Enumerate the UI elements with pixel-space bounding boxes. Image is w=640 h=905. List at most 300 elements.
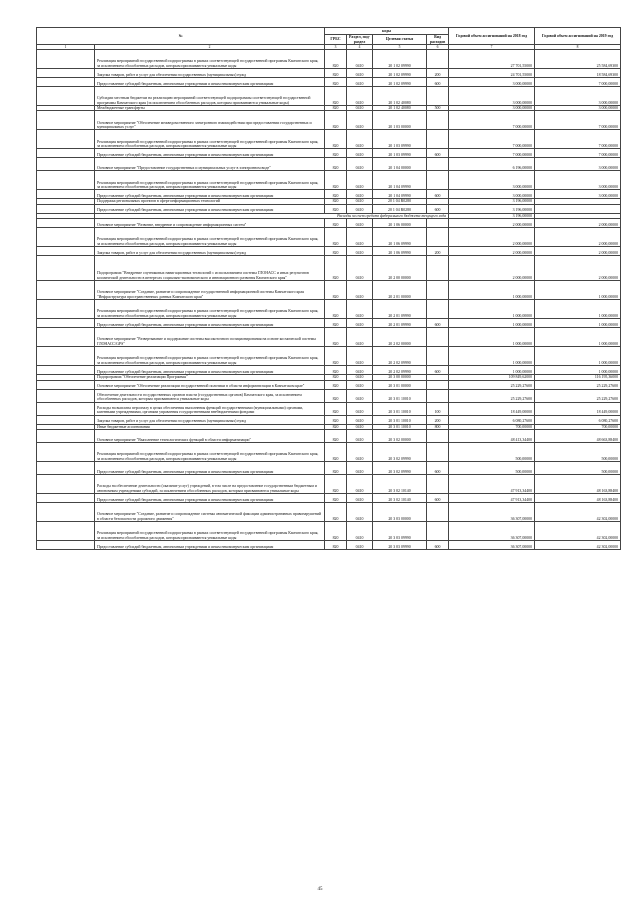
target-article: 20 1 06 09990 [373,228,427,247]
amount-2018: 3 196,00000 [449,204,535,213]
amount-2019: 3 000,00000 [535,171,621,190]
target-article: 20 1 06 00000 [373,219,427,228]
amount-2018: 3 196,00000 [449,213,535,218]
amount-2018: 2 000,00000 [449,228,535,247]
amount-2018: 7 000,00000 [449,149,535,158]
section-code: 0410 [347,87,373,106]
row-name: Закупка товаров, работ и услуг для обеспечения государственных (муниципальных) нужд [95,415,325,424]
amount-2019: 2 000,00000 [535,228,621,247]
grbs-code: 820 [325,415,347,424]
amount-2019: 3 000,00000 [535,158,621,171]
amount-2019: 500,00000 [535,462,621,475]
column-index-cell: 6 [427,45,449,50]
grbs-code: 820 [325,443,347,462]
column-index-cell: 8 [535,45,621,50]
expense-type: 600 [427,204,449,213]
expense-type [427,475,449,494]
grbs-code: 820 [325,462,347,475]
row-number-cell [37,366,95,375]
amount-2019: 1 000,00000 [535,300,621,319]
section-code: 0410 [347,319,373,328]
table-row [37,69,621,78]
row-number-cell [37,111,95,130]
section-code: 0410 [347,300,373,319]
row-name: Реализация мероприятий государственной подпрограммы в рамках соответствующей государственной программы Камчатского края, за исключением обособленных расходов, которым присваиваются уникальные коды [95,443,325,462]
grbs-code: 820 [325,328,347,347]
target-article: 20 3 01 00000 [373,380,427,389]
target-article: 20 3 01 10010 [373,402,427,415]
row-number-cell [37,247,95,256]
row-name: Субсидии местным бюджетам на реализацию мероприятий соответствующей подпрограммы соответствующей государственной программы Камчатского края (за исключением обособленных расходов, которым присваиваются уникальные коды) [95,87,325,106]
row-number-cell [37,204,95,213]
expense-type: 800 [427,424,449,429]
expense-type [427,443,449,462]
header-grbs: ГРБС [325,35,347,45]
table-row [37,366,621,375]
amount-2018: 47 913,34400 [449,475,535,494]
row-name: Основное мероприятие "Создание, развитие и сопровождение системы автоматической фиксации административных правонарушений в области безопасности дорожного движения" [95,503,325,522]
section-code: 0410 [347,328,373,347]
section-code: 0410 [347,541,373,550]
header-codes: коды [325,28,449,35]
row-name: Предоставление субсидий бюджетным, автономным учреждениям и иным некоммерческим организациям [95,78,325,87]
grbs-code: 820 [325,503,347,522]
grbs-code: 820 [325,78,347,87]
table-row [37,430,621,443]
target-article: 20 1 04 09990 [373,190,427,199]
row-name: Закупка товаров, работ и услуг для обеспечения государственных (муниципальных) нужд [95,247,325,256]
table-row [37,347,621,366]
table-row [37,171,621,190]
section-code: 0410 [347,402,373,415]
grbs-code: 820 [325,158,347,171]
table-row [37,149,621,158]
amount-2018: 1 000,00000 [449,281,535,300]
row-number-cell [37,130,95,149]
amount-2019: 1 000,00000 [535,366,621,375]
section-code: 0410 [347,228,373,247]
row-number-cell [37,190,95,199]
amount-2019: 48 663,88400 [535,430,621,443]
expense-type: 600 [427,149,449,158]
target-article: 20 2 00 00000 [373,256,427,281]
target-article: 20 1 04 00000 [373,158,427,171]
row-name: Реализация мероприятий государственной подпрограммы в рамках соответствующей государственной программы Камчатского края, за исключением обособленных расходов, которым присваиваются уникальные коды [95,347,325,366]
expense-type [427,87,449,106]
table-row [37,402,621,415]
grbs-code: 820 [325,219,347,228]
amount-2019: 42 302,00000 [535,503,621,522]
target-article: 20 3 02 10140 [373,475,427,494]
row-name: Предоставление субсидий бюджетным, автономным учреждениям и иным некоммерческим организациям [95,494,325,503]
section-code: 0410 [347,106,373,111]
table-row [37,281,621,300]
table-row [37,228,621,247]
expense-type [427,281,449,300]
expense-type: 200 [427,247,449,256]
row-name: Предоставление субсидий бюджетным, автономным учреждениям и иным некоммерческим организациям [95,366,325,375]
table-row [37,78,621,87]
expense-type: 600 [427,494,449,503]
row-number-cell [37,300,95,319]
expense-type [427,389,449,402]
amount-2018: 700,00000 [449,424,535,429]
amount-2018: 1 000,00000 [449,328,535,347]
section-code: 0410 [347,219,373,228]
target-article: 20 2 02 00000 [373,328,427,347]
table-row [37,503,621,522]
section-code: 0410 [347,443,373,462]
row-name: Реализация мероприятий государственной подпрограммы в рамках соответствующей государственной программы Камчатского края, за исключением обособленных расходов, которым присваиваются уникальные коды [95,522,325,541]
target-article: 20 2 01 09990 [373,319,427,328]
amount-2018: 25 229,27600 [449,389,535,402]
target-article: 20 1 02 09990 [373,50,427,69]
row-number-cell [37,415,95,424]
expense-type [427,380,449,389]
target-article: 20 3 01 10010 [373,389,427,402]
amount-2019: 25 229,27600 [535,380,621,389]
target-article: 20 1 02 09990 [373,69,427,78]
row-number-cell [37,503,95,522]
grbs-code: 820 [325,130,347,149]
column-index-cell: 4 [347,45,373,50]
amount-2018: 3 000,00000 [449,87,535,106]
grbs-code: 820 [325,281,347,300]
amount-2019: 18 584,69300 [535,69,621,78]
grbs-code: 820 [325,69,347,78]
row-name: Подпрограмма "Обеспечение реализации Программы" [95,375,325,380]
amount-2018: 3 000,00000 [449,171,535,190]
table-row [37,380,621,389]
target-article: 20 1 02 09990 [373,78,427,87]
grbs-code: 820 [325,380,347,389]
column-index-cell: 1 [37,45,95,50]
amount-2019: 1 000,00000 [535,347,621,366]
section-code: 0410 [347,424,373,429]
row-number-cell [37,380,95,389]
section-code: 0410 [347,494,373,503]
target-article: 20 1 04 R0280 [373,199,427,204]
row-number-cell [37,347,95,366]
header-section: Раздел, под-раздел [347,35,373,45]
expense-type: 600 [427,541,449,550]
header-type: Вид расходов [427,35,449,45]
expense-type: 600 [427,190,449,199]
grbs-code: 820 [325,199,347,204]
grbs-code: 820 [325,111,347,130]
target-article: 20 1 02 40080 [373,106,427,111]
section-code: 0410 [347,171,373,190]
table-row [37,247,621,256]
column-index-cell: 3 [325,45,347,50]
section-code: 0410 [347,503,373,522]
section-code: 0410 [347,380,373,389]
grbs-code: 820 [325,300,347,319]
expense-type [427,430,449,443]
row-name: Предоставление субсидий бюджетным, автономным учреждениям и иным некоммерческим организациям [95,190,325,199]
amount-2018: 36 307,00000 [449,522,535,541]
target-article: 20 2 02 09990 [373,366,427,375]
expense-type [427,219,449,228]
amount-2019: 2 000,00000 [535,219,621,228]
header-target: Целевая статья [373,35,427,45]
row-number-cell [37,462,95,475]
row-number-cell [37,87,95,106]
expense-type [427,111,449,130]
row-name: Предоставление субсидий бюджетным, автономным учреждениям и иным некоммерческим организациям [95,149,325,158]
amount-2019: 7 000,00000 [535,149,621,158]
amount-2019: 7 000,00000 [535,111,621,130]
column-index-cell: 7 [449,45,535,50]
grbs-code: 820 [325,430,347,443]
row-number-cell [37,475,95,494]
header-volume-2018: Годовой объем ассигнований на 2018 год [449,28,535,45]
amount-2019: 116 195,36000 [535,375,621,380]
table-row [37,541,621,550]
amount-2019: 1 000,00000 [535,319,621,328]
expense-type [427,171,449,190]
page-number: 45 [317,887,323,892]
grbs-code: 820 [325,389,347,402]
row-number-cell [37,69,95,78]
expense-type [427,50,449,69]
section-code: 0410 [347,430,373,443]
row-name: Межбюджетные трансферты [95,106,325,111]
amount-2019: 25 229,27600 [535,389,621,402]
amount-2019: 18 449,00000 [535,402,621,415]
amount-2018: 1 000,00000 [449,300,535,319]
amount-2019: 700,00000 [535,424,621,429]
grbs-code: 820 [325,494,347,503]
table-row [37,190,621,199]
amount-2018: 1 000,00000 [449,319,535,328]
target-article: 20 1 02 40080 [373,87,427,106]
row-number-cell [37,494,95,503]
expense-type [427,503,449,522]
expense-type [427,522,449,541]
row-name: Предоставление субсидий бюджетным, автономным учреждениям и иным некоммерческим организациям [95,462,325,475]
section-code: 0410 [347,111,373,130]
amount-2018: 27 701,55000 [449,50,535,69]
target-article: 20 3 01 10010 [373,424,427,429]
table-row [37,443,621,462]
amount-2018: 47 913,34400 [449,494,535,503]
section-code: 0410 [347,522,373,541]
table-row [37,87,621,106]
header-volume-2019: Годовой объем ассигнований на 2019 год [535,28,621,45]
row-number-cell [37,219,95,228]
section-code: 0410 [347,130,373,149]
amount-2019: 2 000,00000 [535,256,621,281]
section-code: 0410 [347,256,373,281]
row-number-cell [37,402,95,415]
row-name: Обеспечение деятельности государственных органов власти (государственных органов) Камчатского края, за исключением обособленных расходов, которым присваиваются уникальные коды [95,389,325,402]
section-code: 0410 [347,190,373,199]
expense-type [427,300,449,319]
expense-type [427,228,449,247]
amount-2018: 109 849,62000 [449,375,535,380]
row-name: Основное мероприятие "Обеспечение межведомственного электронного взаимодействия при предоставлении государственных и муниципальных услуг" [95,111,325,130]
table-row [37,462,621,475]
amount-2018: 48 413,34400 [449,430,535,443]
grbs-code: 820 [325,228,347,247]
grbs-code: 820 [325,204,347,213]
row-name: Реализация мероприятий государственной подпрограммы в рамках соответствующей государственной программы Камчатского края, за исключением обособленных расходов, которым присваиваются уникальные коды [95,171,325,190]
grbs-code: 820 [325,247,347,256]
table-row [37,204,621,213]
amount-2018: 6 196,00000 [449,158,535,171]
row-number-cell [37,50,95,69]
target-article: 20 2 01 00000 [373,281,427,300]
amount-2019: 48 163,88400 [535,494,621,503]
expense-type: 600 [427,319,449,328]
expense-type: 500 [427,106,449,111]
target-article: 20 3 03 09990 [373,541,427,550]
grbs-code: 820 [325,319,347,328]
row-name: Реализация мероприятий государственной подпрограммы в рамках соответствующей государственной программы Камчатского края, за исключением обособленных расходов, которым присваиваются уникальные коды [95,228,325,247]
row-name: Основное мероприятие "Развитие, внедрение и сопровождение информационных систем" [95,219,325,228]
row-number-cell [37,430,95,443]
amount-2018: 1 000,00000 [449,347,535,366]
section-code: 0410 [347,389,373,402]
table-row [37,50,621,69]
expense-type [427,130,449,149]
grbs-code: 820 [325,424,347,429]
amount-2018: 24 701,55000 [449,69,535,78]
row-number-cell [37,522,95,541]
target-article: 20 1 04 R0280 [373,204,427,213]
table-row [37,219,621,228]
column-index-cell: 5 [373,45,427,50]
amount-2018: 3 000,00000 [449,106,535,111]
amount-2018: 36 307,00000 [449,541,535,550]
column-index-cell: 2 [95,45,325,50]
target-article: 20 3 02 09990 [373,443,427,462]
amount-2019 [535,204,621,213]
section-code: 0410 [347,69,373,78]
expense-type: 200 [427,415,449,424]
row-number-cell [37,158,95,171]
row-name: Предоставление субсидий бюджетным, автономным учреждениям и иным некоммерческим организациям [95,319,325,328]
expense-type [427,158,449,171]
row-name: Расходы на выплаты персоналу в целях обеспечения выполнения функций государственными (муниципальными) органами, казенными учреждениями, органами управления государственными внебюджетными фондами [95,402,325,415]
expense-type [427,328,449,347]
amount-2019: 7 000,00000 [535,130,621,149]
row-number-cell [37,319,95,328]
expense-type [427,256,449,281]
section-code: 0410 [347,158,373,171]
row-name: Иные бюджетные ассигнования [95,424,325,429]
section-code: 0410 [347,375,373,380]
amount-2019: 3 000,00000 [535,106,621,111]
header-number: № [37,28,325,45]
target-article: 20 3 01 10010 [373,415,427,424]
target-article: 20 3 03 09990 [373,522,427,541]
row-number-cell [37,389,95,402]
amount-2018: 25 229,27600 [449,380,535,389]
expense-type: 200 [427,69,449,78]
grbs-code: 820 [325,50,347,69]
row-number-cell [37,228,95,247]
row-number-cell [37,78,95,87]
table-row [37,300,621,319]
target-article: 20 3 02 09990 [373,462,427,475]
table-row [37,389,621,402]
expense-type [427,347,449,366]
amount-2019: 42 302,00000 [535,522,621,541]
section-code: 0410 [347,204,373,213]
expense-type: 100 [427,402,449,415]
table-row [37,475,621,494]
amount-2018: 1 000,00000 [449,366,535,375]
grbs-code: 820 [325,347,347,366]
table-body [37,50,621,550]
row-name: Реализация мероприятий государственной подпрограммы в рамках соответствующей государственной программы Камчатского края, за исключением обособленных расходов, которым присваиваются уникальные коды [95,50,325,69]
table-row [37,319,621,328]
section-code: 0410 [347,366,373,375]
amount-2019: 3 000,00000 [535,87,621,106]
amount-2018: 7 000,00000 [449,130,535,149]
grbs-code: 820 [325,522,347,541]
grbs-code: 820 [325,366,347,375]
amount-2019: 500,00000 [535,443,621,462]
amount-2018: 6 080,27600 [449,415,535,424]
grbs-code: 820 [325,541,347,550]
grbs-code: 820 [325,87,347,106]
section-code: 0410 [347,475,373,494]
row-name: Основное мероприятие "Развертывание и поддержание системы высокоточного позиционирования на основе космической системы ГЛОНАСС/GPS" [95,328,325,347]
amount-2019: 1 000,00000 [535,328,621,347]
section-code: 0410 [347,78,373,87]
table-row [37,256,621,281]
amount-2018: 18 449,00000 [449,402,535,415]
row-number-cell [37,149,95,158]
amount-2019: 42 302,00000 [535,541,621,550]
table-row [37,111,621,130]
row-number-cell [37,281,95,300]
row-name: Реализация мероприятий государственной подпрограммы в рамках соответствующей государственной программы Камчатского края, за исключением обособленных расходов, которым присваиваются уникальные коды [95,130,325,149]
amount-2019: 25 584,69300 [535,50,621,69]
table-row [37,494,621,503]
target-article: 20 1 06 09990 [373,247,427,256]
expense-type: 600 [427,462,449,475]
row-name: Предоставление субсидий бюджетным, автономным учреждениям и иным некоммерческим организациям [95,204,325,213]
row-number-cell [37,541,95,550]
grbs-code: 820 [325,106,347,111]
row-name: Основное мероприятие "Предоставление государственных и муниципальных услуг в электронном виде" [95,158,325,171]
target-article: 20 2 01 09990 [373,300,427,319]
section-code: 0410 [347,281,373,300]
target-article: 20 3 02 10140 [373,494,427,503]
amount-2018: 36 307,00000 [449,503,535,522]
target-article: 20 3 02 00000 [373,430,427,443]
target-article: 20 3 00 00000 [373,375,427,380]
row-name: Основное мероприятие "Выполнение технологических функций в области информатизации" [95,430,325,443]
budget-table [36,27,621,550]
table-row [37,130,621,149]
expense-type: 600 [427,366,449,375]
grbs-code: 820 [325,190,347,199]
row-number-cell [37,328,95,347]
row-name: Закупка товаров, работ и услуг для обеспечения государственных (муниципальных) нужд [95,69,325,78]
amount-2019: 2 000,00000 [535,247,621,256]
section-code: 0410 [347,347,373,366]
row-number-cell [37,171,95,190]
amount-2018: 500,00000 [449,443,535,462]
amount-2019: 6 080,27600 [535,415,621,424]
amount-2018: 2 000,00000 [449,256,535,281]
section-code: 0410 [347,199,373,204]
